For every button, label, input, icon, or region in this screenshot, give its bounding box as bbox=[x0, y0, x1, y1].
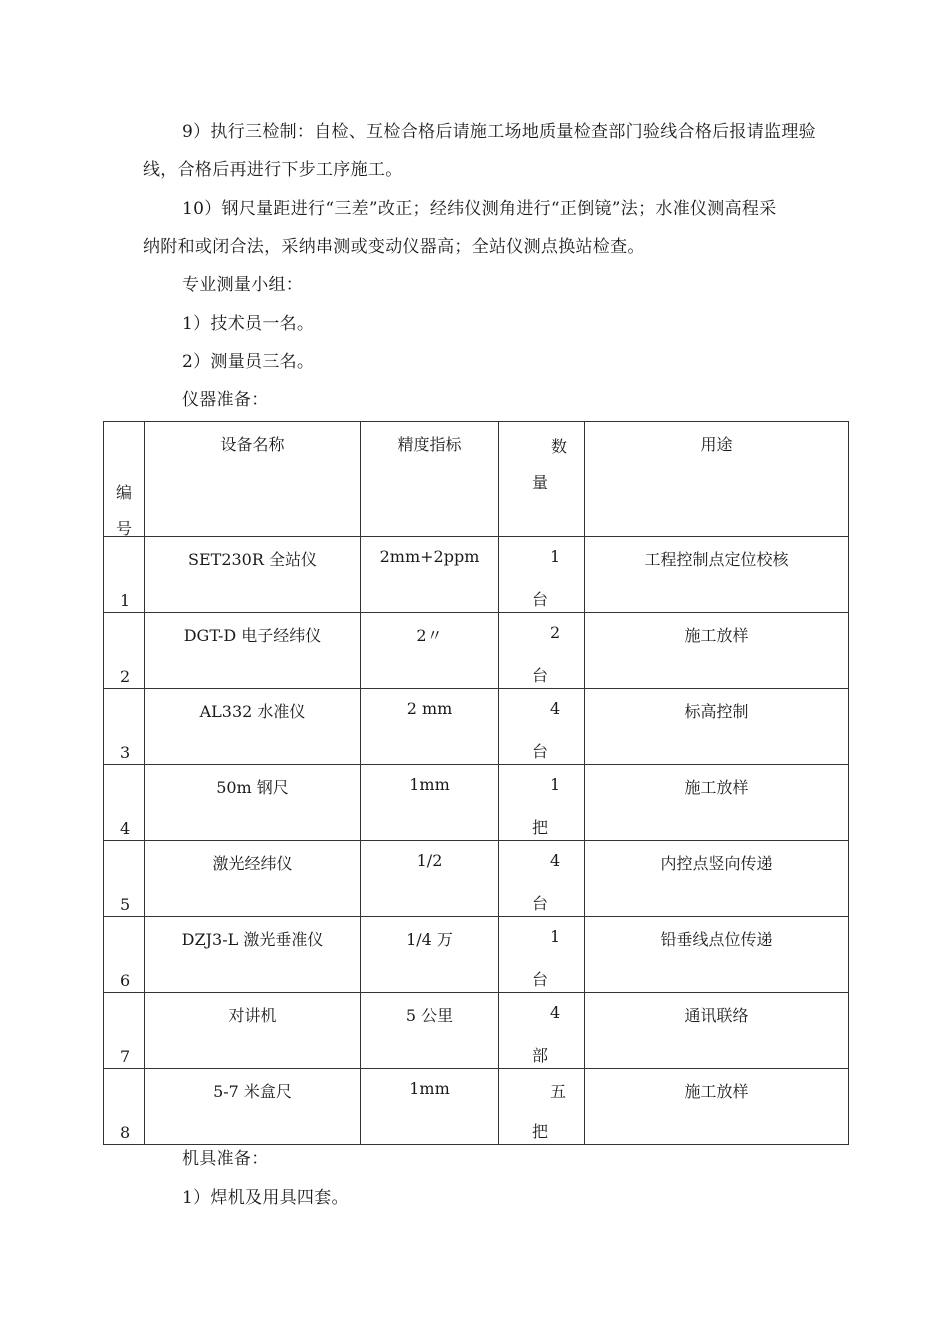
row-use: 内控点竖向传递 bbox=[660, 854, 773, 873]
cell-precision bbox=[361, 917, 499, 993]
table-row bbox=[104, 537, 849, 613]
row-qty-unit: 台 bbox=[532, 970, 549, 989]
row-name: 激光经纬仪 bbox=[212, 854, 293, 873]
cell-qty bbox=[499, 613, 585, 689]
table-row bbox=[104, 993, 849, 1069]
row-use: 施工放样 bbox=[684, 778, 749, 797]
machine-item-1: 1）焊机及用具四套。 bbox=[182, 1188, 349, 1208]
cell-use bbox=[585, 613, 849, 689]
row-precision: 2〃 bbox=[416, 626, 443, 645]
row-precision: 5 公里 bbox=[405, 1006, 454, 1025]
row-name: 5-7 米盒尺 bbox=[213, 1082, 292, 1101]
row-qty-number: 4 bbox=[550, 851, 561, 870]
table-row bbox=[104, 765, 849, 841]
table-header-row bbox=[104, 422, 849, 537]
row-qty-number: 4 bbox=[550, 699, 561, 718]
row-use: 铅垂线点位传递 bbox=[660, 930, 773, 949]
team-heading: 专业测量小组： bbox=[182, 275, 304, 295]
row-qty-unit: 台 bbox=[532, 894, 549, 913]
header-use-text: 用途 bbox=[700, 435, 733, 454]
header-index-char1: 编 bbox=[116, 483, 133, 502]
header-name bbox=[145, 422, 361, 537]
header-qty bbox=[499, 422, 585, 537]
row-name: DZJ3-L 激光垂准仪 bbox=[181, 930, 324, 949]
team-item-2: 2）测量员三名。 bbox=[182, 352, 315, 372]
paragraph-9-line1: 9）执行三检制：自检、互检合格后请施工场地质量检查部门验线合格后报请监理验 bbox=[182, 122, 816, 142]
cell-use bbox=[585, 1069, 849, 1145]
cell-name bbox=[145, 537, 361, 613]
row-use: 施工放样 bbox=[684, 626, 749, 645]
row-precision: 1mm bbox=[409, 775, 450, 794]
table-row bbox=[104, 689, 849, 765]
cell-qty bbox=[499, 841, 585, 917]
cell-use bbox=[585, 537, 849, 613]
row-name: AL332 水准仪 bbox=[199, 702, 306, 721]
cell-precision bbox=[361, 613, 499, 689]
cell-index bbox=[104, 765, 145, 841]
cell-precision bbox=[361, 689, 499, 765]
row-index: 5 bbox=[120, 895, 131, 914]
cell-index bbox=[104, 993, 145, 1069]
cell-use bbox=[585, 917, 849, 993]
machine-heading: 机具准备： bbox=[182, 1149, 269, 1169]
cell-name bbox=[145, 993, 361, 1069]
table-row bbox=[104, 1069, 849, 1145]
row-qty-unit: 台 bbox=[532, 742, 549, 761]
row-use: 施工放样 bbox=[684, 1082, 749, 1101]
header-use bbox=[585, 422, 849, 537]
row-index: 4 bbox=[120, 819, 131, 838]
cell-index bbox=[104, 613, 145, 689]
table-row bbox=[104, 917, 849, 993]
cell-index bbox=[104, 689, 145, 765]
row-use: 通讯联络 bbox=[684, 1006, 749, 1025]
row-index: 1 bbox=[120, 591, 131, 610]
header-qty-char2: 量 bbox=[532, 473, 549, 492]
cell-use bbox=[585, 841, 849, 917]
cell-qty bbox=[499, 537, 585, 613]
row-qty-number: 4 bbox=[550, 1003, 561, 1022]
row-name: SET230R 全站仪 bbox=[188, 550, 317, 569]
cell-name bbox=[145, 689, 361, 765]
row-precision: 2 mm bbox=[406, 699, 453, 718]
cell-precision bbox=[361, 1069, 499, 1145]
cell-precision bbox=[361, 765, 499, 841]
row-index: 2 bbox=[120, 667, 131, 686]
cell-precision bbox=[361, 993, 499, 1069]
row-qty-unit: 把 bbox=[532, 1122, 549, 1141]
team-item-1: 1）技术员一名。 bbox=[182, 314, 315, 334]
cell-use bbox=[585, 765, 849, 841]
paragraph-9-line2: 线，合格后再进行下步工序施工。 bbox=[143, 160, 403, 180]
header-name-text: 设备名称 bbox=[220, 435, 285, 454]
row-index: 8 bbox=[120, 1123, 131, 1142]
row-qty-number: 五 bbox=[550, 1082, 567, 1101]
cell-precision bbox=[361, 537, 499, 613]
paragraph-10-line2: 纳附和或闭合法，采纳串测或变动仪器高；全站仪测点换站检查。 bbox=[143, 237, 645, 257]
table-row bbox=[104, 613, 849, 689]
cell-precision bbox=[361, 841, 499, 917]
cell-name bbox=[145, 765, 361, 841]
header-precision bbox=[361, 422, 499, 537]
row-qty-unit: 部 bbox=[532, 1046, 549, 1065]
header-index-char2: 号 bbox=[116, 519, 133, 538]
row-precision: 2mm+2ppm bbox=[379, 547, 480, 566]
header-index bbox=[104, 422, 145, 537]
row-qty-number: 1 bbox=[550, 927, 561, 946]
cell-index bbox=[104, 841, 145, 917]
instrument-heading: 仪器准备： bbox=[182, 390, 269, 410]
equipment-table bbox=[103, 421, 849, 1145]
cell-qty bbox=[499, 917, 585, 993]
cell-use bbox=[585, 689, 849, 765]
row-use: 工程控制点定位校核 bbox=[644, 550, 789, 569]
header-qty-char1: 数 bbox=[551, 437, 568, 456]
row-qty-number: 1 bbox=[550, 547, 561, 566]
cell-qty bbox=[499, 765, 585, 841]
row-qty-unit: 把 bbox=[532, 818, 549, 837]
cell-index bbox=[104, 917, 145, 993]
row-precision: 1/4 万 bbox=[406, 930, 453, 949]
row-qty-unit: 台 bbox=[532, 590, 549, 609]
header-precision-text: 精度指标 bbox=[397, 435, 462, 454]
row-name: 50m 钢尺 bbox=[216, 778, 289, 797]
row-precision: 1/2 bbox=[416, 851, 443, 870]
cell-name bbox=[145, 841, 361, 917]
row-name: DGT-D 电子经纬仪 bbox=[183, 626, 322, 645]
cell-index bbox=[104, 537, 145, 613]
row-precision: 1mm bbox=[409, 1079, 450, 1098]
row-qty-number: 2 bbox=[550, 623, 561, 642]
cell-name bbox=[145, 917, 361, 993]
table-row bbox=[104, 841, 849, 917]
row-index: 6 bbox=[120, 971, 131, 990]
cell-use bbox=[585, 993, 849, 1069]
cell-qty bbox=[499, 993, 585, 1069]
row-qty-number: 1 bbox=[550, 775, 561, 794]
row-name: 对讲机 bbox=[228, 1006, 277, 1025]
row-qty-unit: 台 bbox=[532, 666, 549, 685]
row-use: 标高控制 bbox=[684, 702, 749, 721]
cell-qty bbox=[499, 689, 585, 765]
paragraph-10-line1: 10）钢尺量距进行“三差”改正；经纬仪测角进行“正倒镜”法；水准仪测高程采 bbox=[182, 199, 777, 219]
cell-qty bbox=[499, 1069, 585, 1145]
cell-name bbox=[145, 1069, 361, 1145]
row-index: 3 bbox=[120, 743, 131, 762]
row-index: 7 bbox=[120, 1047, 131, 1066]
cell-index bbox=[104, 1069, 145, 1145]
cell-name bbox=[145, 613, 361, 689]
